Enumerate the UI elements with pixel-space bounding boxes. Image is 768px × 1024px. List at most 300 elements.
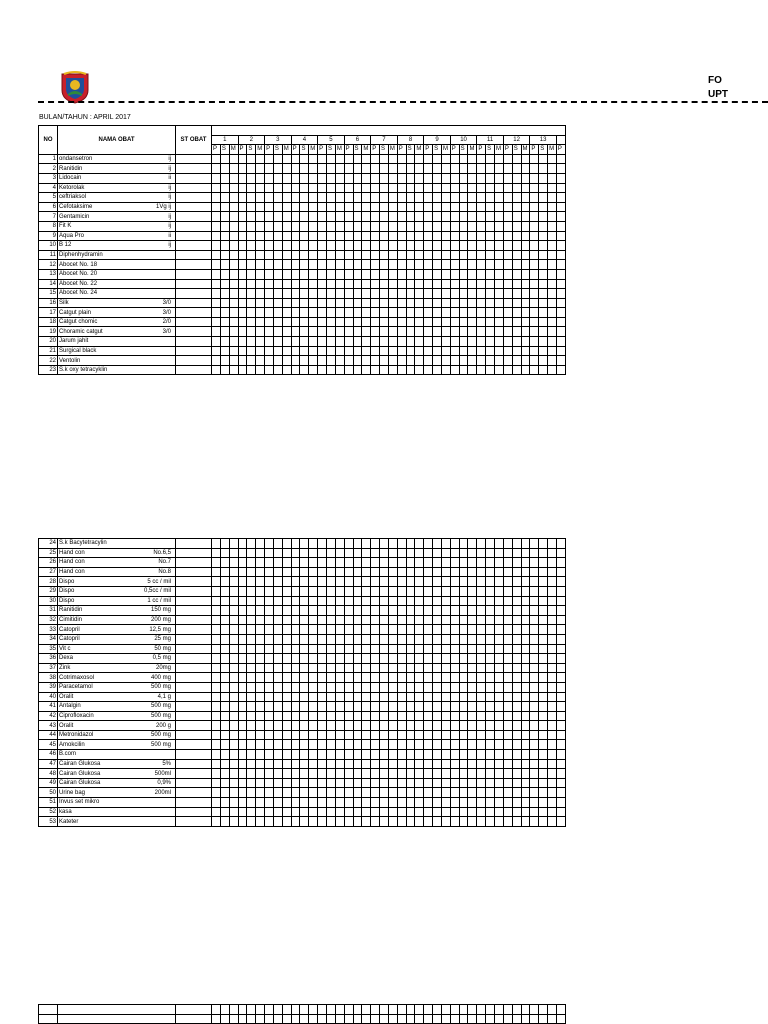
- usage-cell[interactable]: [238, 317, 247, 327]
- usage-cell[interactable]: [495, 154, 504, 164]
- usage-cell[interactable]: [229, 586, 238, 596]
- usage-cell[interactable]: [530, 202, 539, 212]
- usage-cell[interactable]: [539, 740, 548, 750]
- usage-cell[interactable]: [424, 788, 433, 798]
- usage-cell[interactable]: [424, 337, 433, 347]
- stock-cell[interactable]: [176, 644, 212, 654]
- usage-cell[interactable]: [495, 654, 504, 664]
- usage-cell[interactable]: [265, 750, 274, 760]
- usage-cell[interactable]: [265, 269, 274, 279]
- usage-cell[interactable]: [477, 817, 486, 827]
- usage-cell[interactable]: [415, 567, 424, 577]
- usage-cell[interactable]: [406, 721, 415, 731]
- stock-cell[interactable]: [176, 788, 212, 798]
- usage-cell[interactable]: [512, 1014, 521, 1024]
- usage-cell[interactable]: [380, 308, 389, 318]
- usage-cell[interactable]: [212, 740, 221, 750]
- stock-cell[interactable]: [176, 250, 212, 260]
- usage-cell[interactable]: [477, 317, 486, 327]
- usage-cell[interactable]: [300, 586, 309, 596]
- usage-cell[interactable]: [459, 740, 468, 750]
- usage-cell[interactable]: [459, 577, 468, 587]
- usage-cell[interactable]: [503, 212, 512, 222]
- usage-cell[interactable]: [344, 730, 353, 740]
- usage-cell[interactable]: [335, 202, 344, 212]
- usage-cell[interactable]: [556, 644, 565, 654]
- usage-cell[interactable]: [548, 740, 557, 750]
- usage-cell[interactable]: [256, 567, 265, 577]
- usage-cell[interactable]: [318, 807, 327, 817]
- usage-cell[interactable]: [441, 241, 450, 251]
- stock-cell[interactable]: [176, 634, 212, 644]
- usage-cell[interactable]: [521, 539, 530, 549]
- usage-cell[interactable]: [256, 682, 265, 692]
- usage-cell[interactable]: [247, 558, 256, 568]
- usage-cell[interactable]: [512, 193, 521, 203]
- usage-cell[interactable]: [238, 154, 247, 164]
- usage-cell[interactable]: [380, 654, 389, 664]
- usage-cell[interactable]: [371, 154, 380, 164]
- usage-cell[interactable]: [353, 615, 362, 625]
- usage-cell[interactable]: [282, 173, 291, 183]
- usage-cell[interactable]: [450, 615, 459, 625]
- usage-cell[interactable]: [220, 788, 229, 798]
- usage-cell[interactable]: [556, 730, 565, 740]
- usage-cell[interactable]: [433, 269, 442, 279]
- usage-cell[interactable]: [309, 558, 318, 568]
- usage-cell[interactable]: [415, 202, 424, 212]
- usage-cell[interactable]: [503, 202, 512, 212]
- usage-cell[interactable]: [291, 298, 300, 308]
- usage-cell[interactable]: [468, 586, 477, 596]
- stock-cell[interactable]: [176, 807, 212, 817]
- usage-cell[interactable]: [335, 596, 344, 606]
- usage-cell[interactable]: [371, 654, 380, 664]
- stock-cell[interactable]: [176, 663, 212, 673]
- usage-cell[interactable]: [486, 269, 495, 279]
- usage-cell[interactable]: [247, 798, 256, 808]
- usage-cell[interactable]: [344, 692, 353, 702]
- usage-cell[interactable]: [530, 798, 539, 808]
- usage-cell[interactable]: [309, 750, 318, 760]
- usage-cell[interactable]: [486, 730, 495, 740]
- usage-cell[interactable]: [477, 221, 486, 231]
- usage-cell[interactable]: [521, 663, 530, 673]
- usage-cell[interactable]: [539, 644, 548, 654]
- usage-cell[interactable]: [521, 644, 530, 654]
- usage-cell[interactable]: [477, 730, 486, 740]
- usage-cell[interactable]: [397, 788, 406, 798]
- usage-cell[interactable]: [335, 279, 344, 289]
- usage-cell[interactable]: [335, 711, 344, 721]
- usage-cell[interactable]: [212, 250, 221, 260]
- usage-cell[interactable]: [415, 663, 424, 673]
- usage-cell[interactable]: [477, 356, 486, 366]
- usage-cell[interactable]: [273, 673, 282, 683]
- usage-cell[interactable]: [556, 711, 565, 721]
- usage-cell[interactable]: [441, 298, 450, 308]
- usage-cell[interactable]: [353, 654, 362, 664]
- usage-cell[interactable]: [468, 164, 477, 174]
- usage-cell[interactable]: [468, 615, 477, 625]
- usage-cell[interactable]: [326, 596, 335, 606]
- usage-cell[interactable]: [291, 1005, 300, 1015]
- usage-cell[interactable]: [309, 548, 318, 558]
- usage-cell[interactable]: [362, 692, 371, 702]
- usage-cell[interactable]: [362, 308, 371, 318]
- usage-cell[interactable]: [450, 702, 459, 712]
- usage-cell[interactable]: [539, 183, 548, 193]
- usage-cell[interactable]: [530, 644, 539, 654]
- usage-cell[interactable]: [229, 289, 238, 299]
- usage-cell[interactable]: [362, 663, 371, 673]
- usage-cell[interactable]: [265, 558, 274, 568]
- usage-cell[interactable]: [477, 231, 486, 241]
- usage-cell[interactable]: [300, 769, 309, 779]
- usage-cell[interactable]: [450, 682, 459, 692]
- usage-cell[interactable]: [415, 682, 424, 692]
- usage-cell[interactable]: [282, 711, 291, 721]
- usage-cell[interactable]: [247, 682, 256, 692]
- usage-cell[interactable]: [450, 289, 459, 299]
- usage-cell[interactable]: [477, 702, 486, 712]
- usage-cell[interactable]: [344, 289, 353, 299]
- usage-cell[interactable]: [450, 337, 459, 347]
- usage-cell[interactable]: [503, 778, 512, 788]
- usage-cell[interactable]: [291, 750, 300, 760]
- usage-cell[interactable]: [247, 740, 256, 750]
- usage-cell[interactable]: [380, 154, 389, 164]
- usage-cell[interactable]: [318, 817, 327, 827]
- usage-cell[interactable]: [503, 1014, 512, 1024]
- stock-cell[interactable]: [176, 798, 212, 808]
- usage-cell[interactable]: [548, 241, 557, 251]
- usage-cell[interactable]: [318, 212, 327, 222]
- usage-cell[interactable]: [300, 663, 309, 673]
- usage-cell[interactable]: [556, 692, 565, 702]
- usage-cell[interactable]: [459, 154, 468, 164]
- usage-cell[interactable]: [362, 721, 371, 731]
- usage-cell[interactable]: [415, 327, 424, 337]
- usage-cell[interactable]: [530, 548, 539, 558]
- usage-cell[interactable]: [265, 644, 274, 654]
- usage-cell[interactable]: [282, 539, 291, 549]
- usage-cell[interactable]: [521, 692, 530, 702]
- usage-cell[interactable]: [212, 634, 221, 644]
- usage-cell[interactable]: [503, 634, 512, 644]
- usage-cell[interactable]: [318, 193, 327, 203]
- usage-cell[interactable]: [229, 788, 238, 798]
- usage-cell[interactable]: [512, 778, 521, 788]
- usage-cell[interactable]: [415, 317, 424, 327]
- usage-cell[interactable]: [238, 644, 247, 654]
- usage-cell[interactable]: [415, 154, 424, 164]
- usage-cell[interactable]: [362, 356, 371, 366]
- usage-cell[interactable]: [326, 193, 335, 203]
- usage-cell[interactable]: [486, 702, 495, 712]
- usage-cell[interactable]: [362, 164, 371, 174]
- usage-cell[interactable]: [424, 730, 433, 740]
- usage-cell[interactable]: [300, 625, 309, 635]
- usage-cell[interactable]: [477, 327, 486, 337]
- usage-cell[interactable]: [220, 817, 229, 827]
- usage-cell[interactable]: [556, 221, 565, 231]
- usage-cell[interactable]: [530, 750, 539, 760]
- usage-cell[interactable]: [326, 356, 335, 366]
- usage-cell[interactable]: [388, 337, 397, 347]
- usage-cell[interactable]: [326, 260, 335, 270]
- usage-cell[interactable]: [495, 596, 504, 606]
- usage-cell[interactable]: [309, 173, 318, 183]
- usage-cell[interactable]: [220, 750, 229, 760]
- usage-cell[interactable]: [548, 730, 557, 740]
- usage-cell[interactable]: [256, 1014, 265, 1024]
- usage-cell[interactable]: [459, 558, 468, 568]
- usage-cell[interactable]: [486, 221, 495, 231]
- usage-cell[interactable]: [247, 567, 256, 577]
- usage-cell[interactable]: [406, 654, 415, 664]
- usage-cell[interactable]: [495, 769, 504, 779]
- usage-cell[interactable]: [265, 663, 274, 673]
- usage-cell[interactable]: [380, 173, 389, 183]
- usage-cell[interactable]: [212, 663, 221, 673]
- usage-cell[interactable]: [548, 269, 557, 279]
- usage-cell[interactable]: [556, 634, 565, 644]
- usage-cell[interactable]: [229, 711, 238, 721]
- usage-cell[interactable]: [300, 778, 309, 788]
- usage-cell[interactable]: [238, 769, 247, 779]
- usage-cell[interactable]: [362, 817, 371, 827]
- usage-cell[interactable]: [424, 654, 433, 664]
- usage-cell[interactable]: [326, 682, 335, 692]
- usage-cell[interactable]: [406, 356, 415, 366]
- stock-cell[interactable]: [176, 279, 212, 289]
- usage-cell[interactable]: [486, 817, 495, 827]
- usage-cell[interactable]: [388, 778, 397, 788]
- usage-cell[interactable]: [397, 346, 406, 356]
- usage-cell[interactable]: [503, 356, 512, 366]
- usage-cell[interactable]: [424, 798, 433, 808]
- usage-cell[interactable]: [530, 730, 539, 740]
- usage-cell[interactable]: [335, 673, 344, 683]
- usage-cell[interactable]: [353, 1014, 362, 1024]
- usage-cell[interactable]: [353, 539, 362, 549]
- usage-cell[interactable]: [300, 154, 309, 164]
- usage-cell[interactable]: [256, 625, 265, 635]
- usage-cell[interactable]: [530, 788, 539, 798]
- usage-cell[interactable]: [371, 769, 380, 779]
- usage-cell[interactable]: [495, 567, 504, 577]
- usage-cell[interactable]: [335, 221, 344, 231]
- usage-cell[interactable]: [397, 596, 406, 606]
- stock-cell[interactable]: [176, 654, 212, 664]
- stock-cell[interactable]: [176, 682, 212, 692]
- usage-cell[interactable]: [353, 798, 362, 808]
- usage-cell[interactable]: [406, 711, 415, 721]
- usage-cell[interactable]: [556, 212, 565, 222]
- usage-cell[interactable]: [548, 567, 557, 577]
- usage-cell[interactable]: [415, 558, 424, 568]
- usage-cell[interactable]: [300, 1005, 309, 1015]
- usage-cell[interactable]: [380, 750, 389, 760]
- usage-cell[interactable]: [300, 241, 309, 251]
- usage-cell[interactable]: [388, 317, 397, 327]
- usage-cell[interactable]: [530, 154, 539, 164]
- usage-cell[interactable]: [362, 750, 371, 760]
- usage-cell[interactable]: [318, 202, 327, 212]
- usage-cell[interactable]: [433, 193, 442, 203]
- usage-cell[interactable]: [415, 807, 424, 817]
- usage-cell[interactable]: [468, 241, 477, 251]
- usage-cell[interactable]: [318, 346, 327, 356]
- usage-cell[interactable]: [388, 260, 397, 270]
- usage-cell[interactable]: [256, 558, 265, 568]
- usage-cell[interactable]: [282, 193, 291, 203]
- usage-cell[interactable]: [353, 596, 362, 606]
- usage-cell[interactable]: [318, 798, 327, 808]
- usage-cell[interactable]: [397, 298, 406, 308]
- usage-cell[interactable]: [238, 740, 247, 750]
- usage-cell[interactable]: [291, 548, 300, 558]
- usage-cell[interactable]: [441, 740, 450, 750]
- usage-cell[interactable]: [503, 269, 512, 279]
- usage-cell[interactable]: [459, 644, 468, 654]
- usage-cell[interactable]: [397, 567, 406, 577]
- usage-cell[interactable]: [282, 269, 291, 279]
- usage-cell[interactable]: [256, 673, 265, 683]
- usage-cell[interactable]: [397, 721, 406, 731]
- usage-cell[interactable]: [503, 154, 512, 164]
- usage-cell[interactable]: [486, 298, 495, 308]
- usage-cell[interactable]: [539, 289, 548, 299]
- usage-cell[interactable]: [459, 567, 468, 577]
- usage-cell[interactable]: [247, 164, 256, 174]
- usage-cell[interactable]: [512, 346, 521, 356]
- usage-cell[interactable]: [344, 548, 353, 558]
- usage-cell[interactable]: [265, 548, 274, 558]
- usage-cell[interactable]: [247, 298, 256, 308]
- usage-cell[interactable]: [238, 298, 247, 308]
- usage-cell[interactable]: [318, 317, 327, 327]
- usage-cell[interactable]: [335, 606, 344, 616]
- usage-cell[interactable]: [495, 558, 504, 568]
- usage-cell[interactable]: [477, 577, 486, 587]
- usage-cell[interactable]: [335, 183, 344, 193]
- usage-cell[interactable]: [326, 798, 335, 808]
- usage-cell[interactable]: [512, 548, 521, 558]
- usage-cell[interactable]: [273, 740, 282, 750]
- usage-cell[interactable]: [397, 663, 406, 673]
- usage-cell[interactable]: [229, 606, 238, 616]
- usage-cell[interactable]: [495, 548, 504, 558]
- usage-cell[interactable]: [291, 539, 300, 549]
- usage-cell[interactable]: [256, 702, 265, 712]
- usage-cell[interactable]: [265, 173, 274, 183]
- usage-cell[interactable]: [388, 539, 397, 549]
- usage-cell[interactable]: [273, 663, 282, 673]
- usage-cell[interactable]: [371, 539, 380, 549]
- usage-cell[interactable]: [212, 548, 221, 558]
- usage-cell[interactable]: [424, 193, 433, 203]
- usage-cell[interactable]: [530, 654, 539, 664]
- usage-cell[interactable]: [353, 317, 362, 327]
- usage-cell[interactable]: [539, 260, 548, 270]
- usage-cell[interactable]: [388, 788, 397, 798]
- usage-cell[interactable]: [318, 769, 327, 779]
- usage-cell[interactable]: [371, 788, 380, 798]
- usage-cell[interactable]: [282, 634, 291, 644]
- usage-cell[interactable]: [335, 539, 344, 549]
- usage-cell[interactable]: [335, 193, 344, 203]
- usage-cell[interactable]: [486, 682, 495, 692]
- usage-cell[interactable]: [380, 702, 389, 712]
- usage-cell[interactable]: [380, 337, 389, 347]
- usage-cell[interactable]: [539, 173, 548, 183]
- usage-cell[interactable]: [220, 1005, 229, 1015]
- usage-cell[interactable]: [415, 577, 424, 587]
- usage-cell[interactable]: [212, 692, 221, 702]
- stock-cell[interactable]: [176, 730, 212, 740]
- stock-cell[interactable]: [176, 356, 212, 366]
- usage-cell[interactable]: [450, 164, 459, 174]
- usage-cell[interactable]: [326, 702, 335, 712]
- usage-cell[interactable]: [353, 663, 362, 673]
- usage-cell[interactable]: [282, 807, 291, 817]
- usage-cell[interactable]: [486, 327, 495, 337]
- usage-cell[interactable]: [344, 317, 353, 327]
- usage-cell[interactable]: [406, 164, 415, 174]
- usage-cell[interactable]: [441, 577, 450, 587]
- usage-cell[interactable]: [282, 798, 291, 808]
- usage-cell[interactable]: [238, 365, 247, 375]
- usage-cell[interactable]: [512, 221, 521, 231]
- usage-cell[interactable]: [300, 567, 309, 577]
- usage-cell[interactable]: [362, 241, 371, 251]
- usage-cell[interactable]: [318, 327, 327, 337]
- usage-cell[interactable]: [521, 702, 530, 712]
- usage-cell[interactable]: [503, 596, 512, 606]
- usage-cell[interactable]: [362, 654, 371, 664]
- usage-cell[interactable]: [371, 346, 380, 356]
- usage-cell[interactable]: [247, 241, 256, 251]
- usage-cell[interactable]: [424, 241, 433, 251]
- usage-cell[interactable]: [477, 615, 486, 625]
- usage-cell[interactable]: [309, 567, 318, 577]
- usage-cell[interactable]: [433, 769, 442, 779]
- usage-cell[interactable]: [486, 356, 495, 366]
- usage-cell[interactable]: [512, 289, 521, 299]
- usage-cell[interactable]: [335, 1005, 344, 1015]
- usage-cell[interactable]: [459, 1005, 468, 1015]
- usage-cell[interactable]: [450, 663, 459, 673]
- usage-cell[interactable]: [450, 596, 459, 606]
- stock-cell[interactable]: [176, 625, 212, 635]
- usage-cell[interactable]: [282, 567, 291, 577]
- usage-cell[interactable]: [459, 298, 468, 308]
- usage-cell[interactable]: [486, 654, 495, 664]
- usage-cell[interactable]: [539, 750, 548, 760]
- usage-cell[interactable]: [273, 193, 282, 203]
- usage-cell[interactable]: [371, 365, 380, 375]
- usage-cell[interactable]: [539, 730, 548, 740]
- usage-cell[interactable]: [406, 250, 415, 260]
- usage-cell[interactable]: [220, 606, 229, 616]
- usage-cell[interactable]: [397, 173, 406, 183]
- usage-cell[interactable]: [486, 769, 495, 779]
- usage-cell[interactable]: [477, 788, 486, 798]
- usage-cell[interactable]: [450, 173, 459, 183]
- usage-cell[interactable]: [335, 1014, 344, 1024]
